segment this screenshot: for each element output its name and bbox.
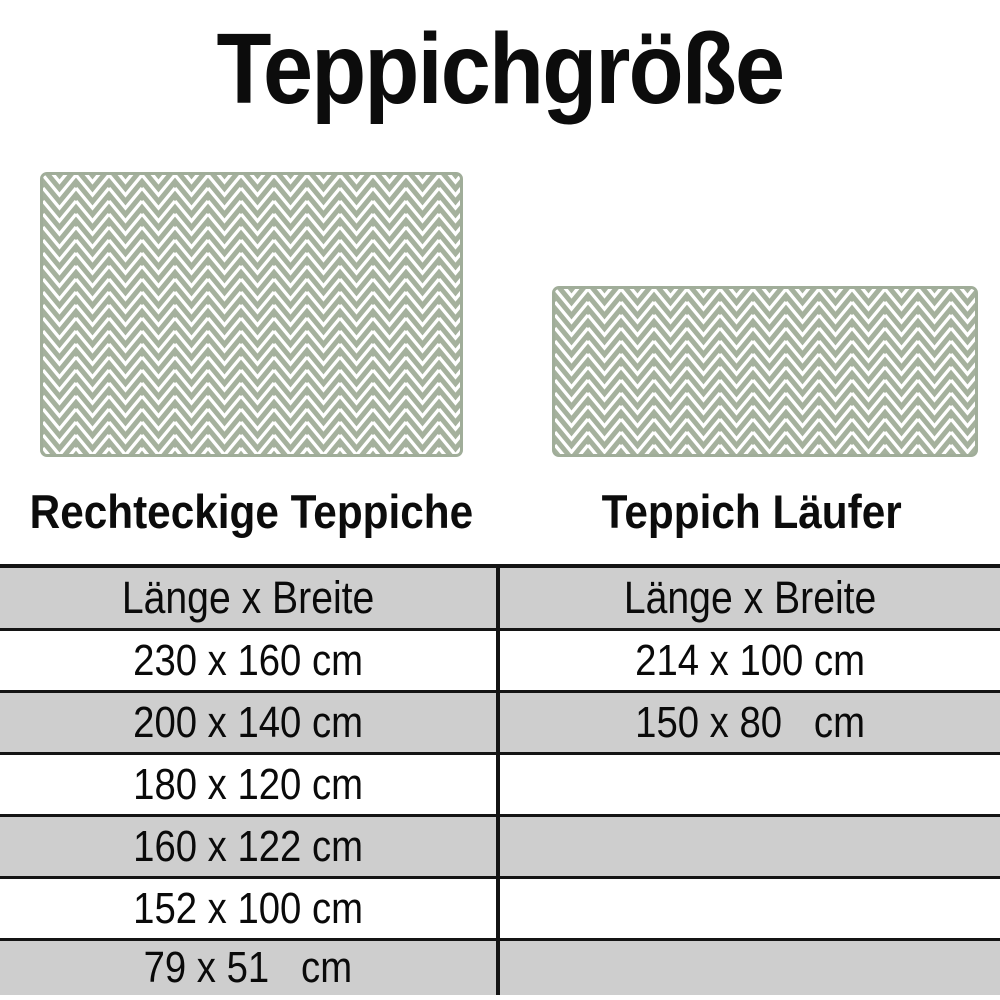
chevron-pattern-rect <box>43 175 460 454</box>
size-cell-runner-3 <box>500 817 1000 876</box>
runner-carpet-label-text: Teppich Läufer <box>601 484 902 538</box>
chevron-pattern-runner <box>555 289 975 454</box>
runner-carpet-image <box>552 286 978 457</box>
runner-carpet-label <box>503 483 1000 539</box>
header-text-runner: Länge x Breite <box>623 572 877 623</box>
size-cell-rect-3: 160 x 122 cm <box>0 817 500 876</box>
size-cell-runner-0: 214 x 100 cm <box>635 635 865 685</box>
table-row <box>0 879 1000 941</box>
size-table <box>0 564 1000 995</box>
rectangular-carpet-label-text: Rechteckige Teppiche <box>29 484 474 538</box>
rectangular-carpet-label <box>0 483 503 539</box>
table-row <box>0 941 1000 995</box>
header-cell-rectangular <box>0 568 500 628</box>
table-row <box>0 693 1000 755</box>
table-row <box>0 631 1000 693</box>
size-cell-rect-4: 152 x 100 cm <box>0 879 500 938</box>
size-cell-rect-5: 79 x 51 cm <box>0 941 500 995</box>
rectangular-carpet-image <box>40 172 463 457</box>
size-cell-runner-1: 150 x 80 cm <box>635 697 865 747</box>
page-title <box>0 14 1000 124</box>
size-cell-rect-1: 200 x 140 cm <box>0 693 500 752</box>
size-cell-runner-2 <box>500 755 1000 814</box>
size-cell-runner-5 <box>500 941 1000 995</box>
header-text-rectangular: Länge x Breite <box>121 572 375 623</box>
page-title-text: Teppichgröße <box>216 12 784 125</box>
table-row <box>0 755 1000 817</box>
table-header-row <box>0 568 1000 631</box>
size-cell-rect-0: 230 x 160 cm <box>0 631 500 690</box>
size-cell-rect-2: 180 x 120 cm <box>0 755 500 814</box>
size-cell-runner-4 <box>500 879 1000 938</box>
table-row <box>0 817 1000 879</box>
header-cell-runner <box>500 568 1000 628</box>
